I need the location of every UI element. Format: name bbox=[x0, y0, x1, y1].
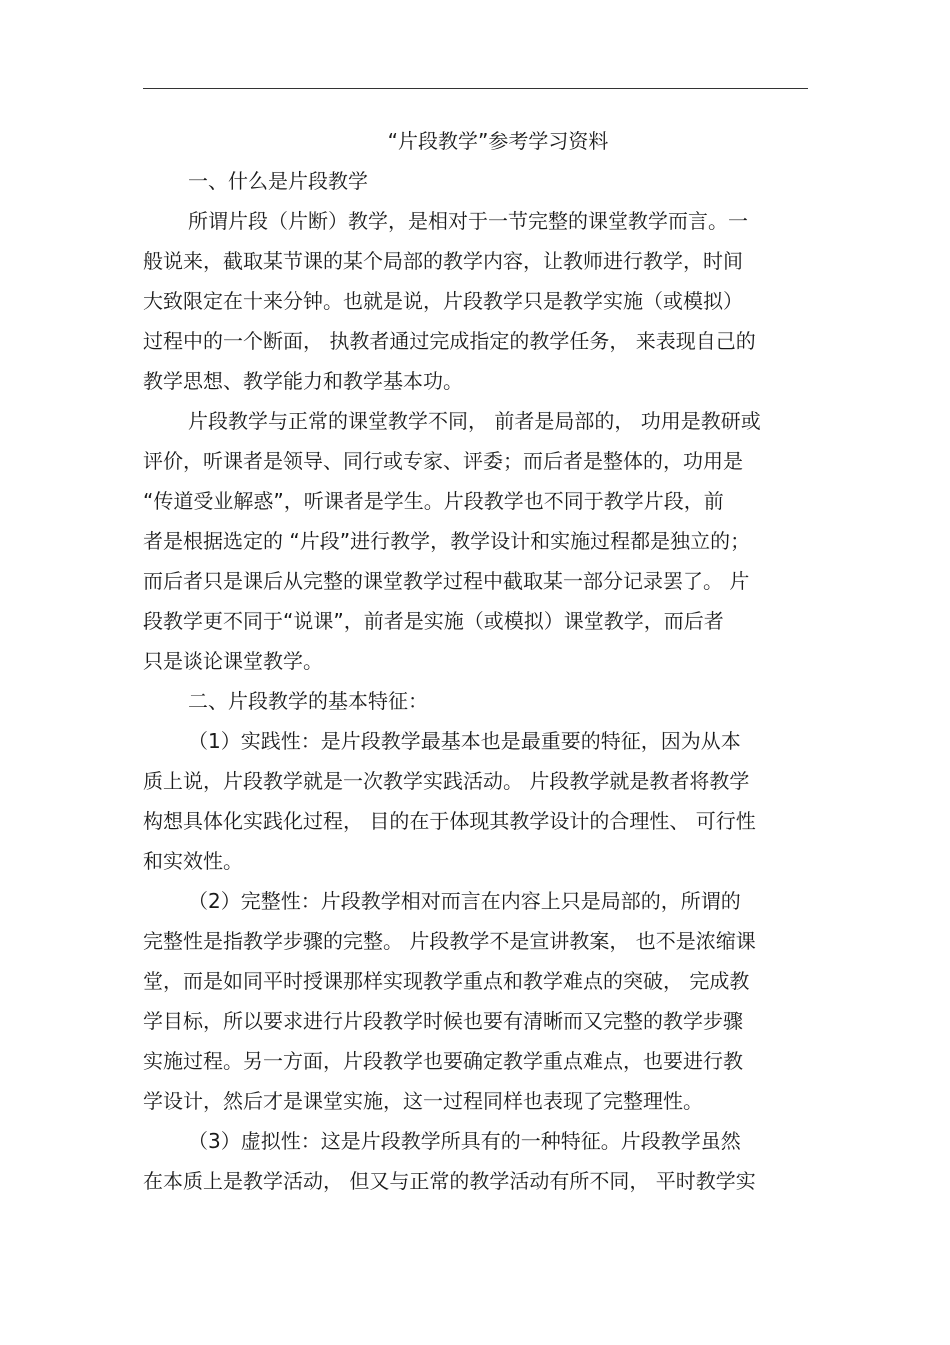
text-line: 者是根据选定的 “片段”进行教学，教学设计和实施过程都是独立的； bbox=[143, 529, 751, 553]
heading-features: 二、片段教学的基本特征： bbox=[188, 689, 428, 713]
heading-what-is: 一、什么是片段教学 bbox=[188, 169, 368, 193]
text-line: 片段教学与正常的课堂教学不同， 前者是局部的， 功用是教研或 bbox=[188, 409, 761, 433]
text-line: 般说来，截取某节课的某个局部的教学内容，让教师进行教学，时间 bbox=[143, 249, 743, 273]
text-line: （2）完整性：片段教学相对而言在内容上只是局部的，所谓的 bbox=[188, 889, 741, 913]
page-title: “片段教学”参考学习资料 bbox=[387, 129, 609, 153]
text-line: 和实效性。 bbox=[143, 849, 243, 873]
text-line: 实施过程。另一方面，片段教学也要确定教学重点难点，也要进行教 bbox=[143, 1049, 743, 1073]
text-line: 评价，听课者是领导、同行或专家、评委；而后者是整体的，功用是 bbox=[143, 449, 743, 473]
text-line: （1）实践性：是片段教学最基本也是最重要的特征，因为从本 bbox=[188, 729, 741, 753]
text-line: 构想具体化实践化过程， 目的在于体现其教学设计的合理性、 可行性 bbox=[143, 809, 756, 833]
text-line: 完整性是指教学步骤的完整。 片段教学不是宣讲教案， 也不是浓缩课 bbox=[143, 929, 756, 953]
text-line: 质上说，片段教学就是一次教学实践活动。 片段教学就是教者将教学 bbox=[143, 769, 750, 793]
top-divider bbox=[143, 88, 808, 89]
text-line: 大致限定在十来分钟。也就是说，片段教学只是教学实施（或模拟） bbox=[143, 289, 743, 313]
text-line: 而后者只是课后从完整的课堂教学过程中截取某一部分记录罢了。 片 bbox=[143, 569, 750, 593]
text-line: 教学思想、教学能力和教学基本功。 bbox=[143, 369, 463, 393]
text-line: 学目标，所以要求进行片段教学时候也要有清晰而又完整的教学步骤 bbox=[143, 1009, 743, 1033]
text-line: 在本质上是教学活动， 但又与正常的教学活动有所不同， 平时教学实 bbox=[143, 1169, 756, 1193]
text-line: 所谓片段（片断）教学，是相对于一节完整的课堂教学而言。一 bbox=[188, 209, 748, 233]
text-line: 段教学更不同于“说课”，前者是实施（或模拟）课堂教学，而后者 bbox=[143, 609, 724, 633]
text-line: 过程中的一个断面， 执教者通过完成指定的教学任务， 来表现自己的 bbox=[143, 329, 756, 353]
text-line: “传道受业解惑”，听课者是学生。片段教学也不同于教学片段，前 bbox=[143, 489, 724, 513]
text-line: 只是谈论课堂教学。 bbox=[143, 649, 323, 673]
text-line: 堂，而是如同平时授课那样实现教学重点和教学难点的突破， 完成教 bbox=[143, 969, 750, 993]
text-line: （3）虚拟性：这是片段教学所具有的一种特征。片段教学虽然 bbox=[188, 1129, 741, 1153]
text-line: 学设计，然后才是课堂实施，这一过程同样也表现了完整理性。 bbox=[143, 1089, 703, 1113]
